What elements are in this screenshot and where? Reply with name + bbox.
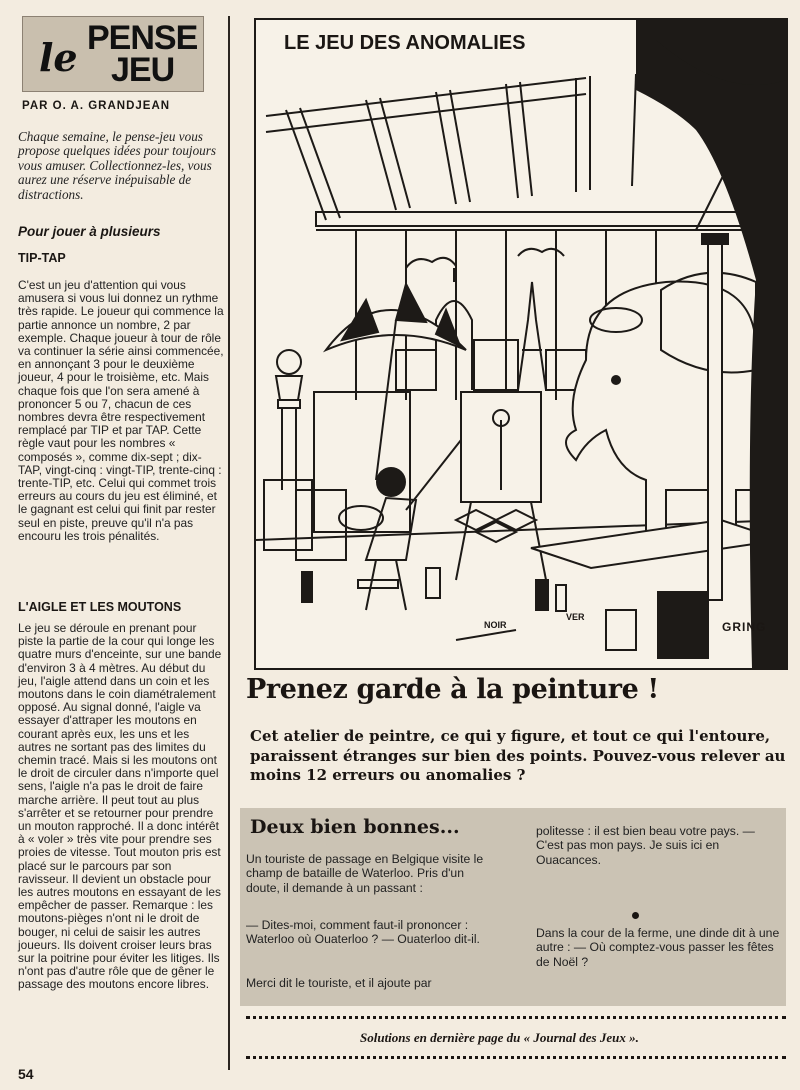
aigle-title: L'AIGLE ET LES MOUTONS <box>18 600 182 614</box>
cartoon-title: LE JEU DES ANOMALIES <box>284 32 526 54</box>
dotted-rule <box>246 1056 786 1059</box>
jokes-box <box>240 808 786 1006</box>
joke-text: — Dites-moi, comment faut-il prononcer : Waterloo où Ouaterloo ? — Ouaterloo dit-il. <box>246 918 480 947</box>
jokes-title: Deux bien bonnes... <box>250 816 460 838</box>
joke-text: Dans la cour de la ferme, une dinde dit à une autre : — Où comptez-vous passer les fêtes de Noël ? <box>536 926 780 969</box>
byline: PAR O. A. GRANDJEAN <box>22 100 171 112</box>
cartoon-illustration <box>254 18 788 670</box>
logo-le: le <box>39 35 78 80</box>
dotted-rule <box>246 1016 786 1019</box>
logo-jeu: JEU <box>111 51 175 89</box>
separator-dot <box>632 912 639 919</box>
column-divider <box>228 16 230 1070</box>
joke-text: politesse : il est bien beau votre pays. — C'est pas mon pays. Je suis ici en Ouacances. <box>536 824 755 867</box>
pense-jeu-logo <box>22 16 204 92</box>
section-title: Pour jouer à plusieurs <box>18 224 161 239</box>
cartoon-drawing <box>256 20 786 668</box>
logo-pense: PENSE <box>87 19 198 57</box>
paint-label-ver: VER <box>566 612 585 622</box>
solutions-note: Solutions en dernière page du « Journal des Jeux ». <box>360 1030 639 1045</box>
tiptap-title: TIP-TAP <box>18 251 66 265</box>
intro-text: Chaque semaine, le pense-jeu vous propose quelques idées pour toujours vous amuser. Collectionnez-les, vous aurez une réserve inépuisable de distractions. <box>18 129 217 202</box>
page-number: 54 <box>18 1066 34 1082</box>
aigle-body: Le jeu se déroule en prenant pour piste la partie de la cour qui longe les quatre murs d'enceinte, sur une bande d'environ 3 à 4 mètres. Au début du jeu, l'aigle attend dans un coin et les moutons dans le coin diamétralement opposé. Au signal donné, l'aigle va essayer d'attraper les moutons en courant après eux, les uns et les autres ne sortant pas des limites du chemin tracé. Mais si les moutons ont le droit de circuler dans n'importe quel sens, l'aigle n'a pas le droit de faire marche arrière. Il peut tout au plus s'arrêter et se retourner pour prendre un mouton rapproché. Il a donc intérêt à « voler » très vite pour prendre ses proies de vitesse. Tout mouton pris est placé sur le parcours par son ravisseur. Il devient un obstacle pour les autres moutons en essayant de les empêcher de passer. Remarque : les moutons-pièges n'ont ni le droit de bouger, ni celui de saisir les autres joueurs. Ils doivent croiser leurs bras sur la poitrine pour éviter les litiges. Ils n'ont pas d'autre rôle que de gêner le passage des moutons encore libres. <box>18 621 222 992</box>
tiptap-body: C'est un jeu d'attention qui vous amusera si vous lui donnez un rythme très rapide. Le joueur qui commence la partie annonce un nombre, 2 par exemple. Chaque joueur à tour de rôle va continuer la série ainsi commencée, en annonçant 3 pour le deuxième joueur, 4 pour le troisième, etc. Mais chaque fois que l'on sera amené à prononcer 5 ou 7, chacun de ces nombres devra être respectivement remplacé par TIP et par TAP. Cette règle vaut pour les nombres « composés », comme dix-sept ; dix-TAP, vingt-cinq : vingt-TIP, trente-cinq : trente-TIP, etc. Celui qui commet trois erreurs au cours du jeu est éliminé, et le gagnant est celui qui finit par rester seul en piste, preuve qu'il n'a pas encouru les trois pénalités. <box>18 278 224 543</box>
joke-text: Merci dit le touriste, et il ajoute par <box>246 976 432 990</box>
headline: Prenez garde à la peinture ! <box>246 674 659 705</box>
joke-text: Un touriste de passage en Belgique visite le champ de bataille de Waterloo. Pris d'un doute, il demande à un passant : <box>246 852 484 895</box>
puzzle-question: Cet atelier de peintre, ce qui y figure, et tout ce qui l'entoure, paraissent étranges sur bien des points. Pouvez-vous relever au moins 12 erreurs ou anomalies ? <box>250 727 786 784</box>
paint-label-noir: NOIR <box>484 620 507 630</box>
artist-signature: GRING <box>722 620 767 634</box>
